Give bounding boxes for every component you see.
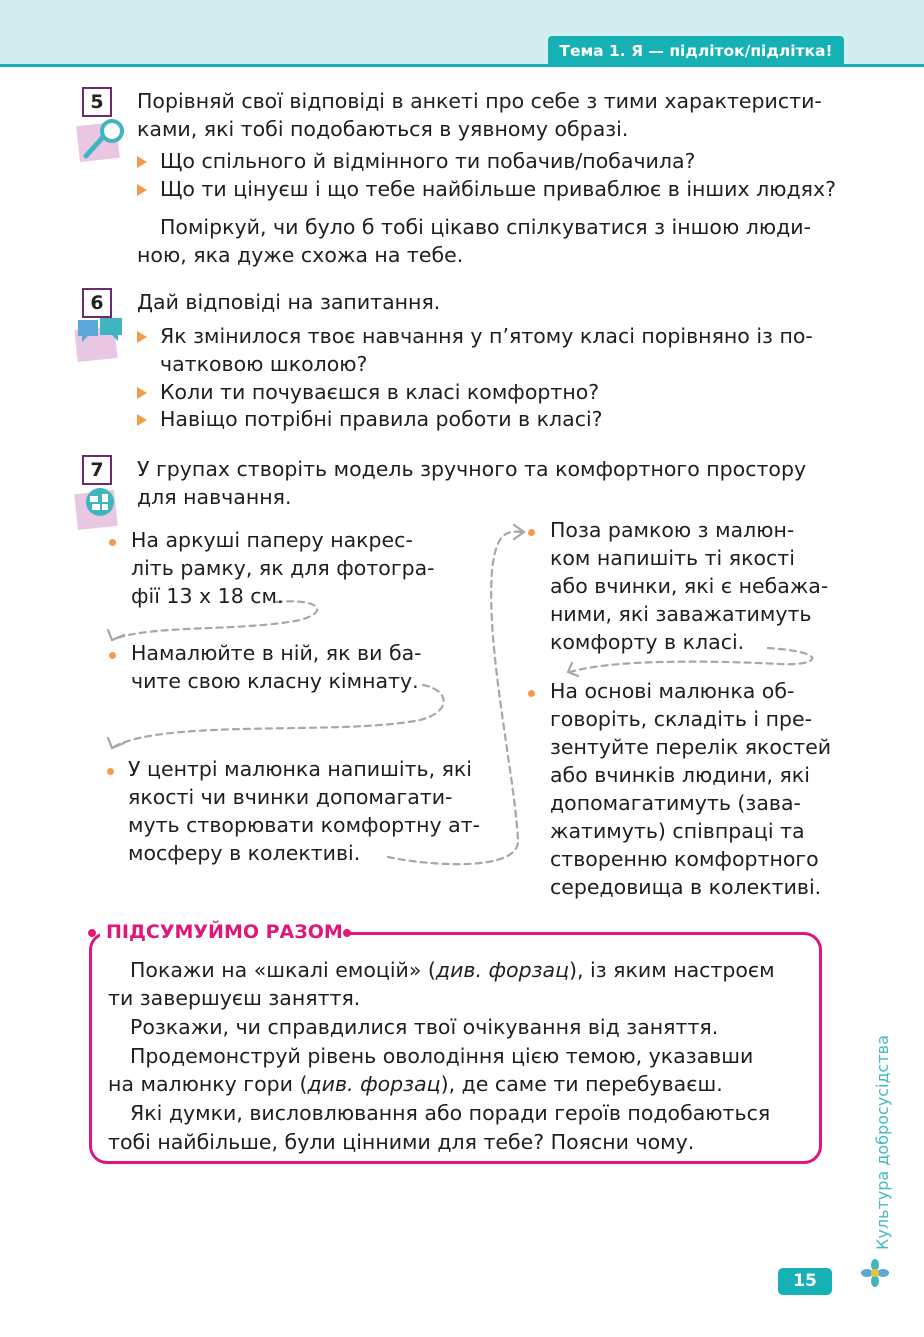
summary-line-2: ти завершуєш заняття.: [108, 986, 361, 1010]
task-5-intro-line2: ками, які тобі подобаються в уявному образі.: [137, 117, 629, 141]
step-bullet-dot: [107, 768, 114, 775]
task-5-outro-line2: ною, яка дуже схожа на тебе.: [137, 243, 464, 267]
task-7-intro-line1: У групах створіть модель зручного та комфортного простору: [137, 457, 807, 481]
task-5-question-2: Що ти цінуєш і що тебе найбільше приваблює в інших людях?: [160, 177, 837, 201]
summary-line-4: Продемонструй рівень оволодіння цією темою, указавши: [130, 1044, 754, 1068]
task-number-5: 5: [82, 87, 112, 117]
topic-tab: Тема 1. Я — підліток/підлітка!: [548, 36, 844, 67]
step-5-line1: На основі малюнка об-: [550, 679, 795, 703]
task-7-intro-line2: для навчання.: [137, 485, 292, 509]
side-section-title: Культура добросусідства: [873, 1035, 892, 1250]
task-5-outro-line1: Поміркуй, чи було б тобі цікаво спілкуватися з іншою люди-: [160, 215, 811, 239]
task-7-step-2: [131, 639, 438, 695]
task-5-intro-line1: Порівняй свої відповіді в анкеті про себе з тими характеристи-: [137, 89, 822, 113]
task-number-6: 6: [82, 288, 112, 318]
step-5-line2: говоріть, складіть і пре-: [550, 707, 813, 731]
task-6-intro: Дай відповіді на запитання.: [137, 290, 441, 314]
step-4-line2: ком напишіть ті якості: [550, 546, 795, 570]
step-5-line8: середовища в колективі.: [550, 875, 822, 899]
task-6-question-3: Навіщо потрібні правила роботи в класі?: [160, 407, 603, 431]
step-3-line2: якості чи вчинки допомагати-: [128, 785, 453, 809]
task-7-step-4: [550, 516, 833, 656]
step-2-line1: Намалюйте в ній, як ви ба-: [131, 641, 422, 665]
task-7-step-5: [550, 677, 833, 901]
task-7-step-3: [128, 755, 488, 867]
task-6-question-1-line1: Як змінилося твоє навчання у п’ятому класі порівняно із по-: [160, 324, 813, 348]
summary-line-7: тобі найбільше, були цінними для тебе? Поясни чому.: [108, 1130, 695, 1154]
summary-line-5: на малюнку гори (див. форзац), де саме ти перебуваєш.: [108, 1072, 723, 1096]
step-1-line1: На аркуші паперу накрес-: [131, 528, 413, 552]
step-4-line1: Поза рамкою з малюн-: [550, 518, 795, 542]
step-bullet-dot: [109, 539, 116, 546]
task-6-question-2: Коли ти почуваєшся в класі комфортно?: [160, 380, 600, 404]
summary-dot-left: [88, 929, 96, 937]
step-5-line5: допомагатимуть (зава-: [550, 791, 801, 815]
step-5-line3: зентуйте перелік якостей: [550, 735, 832, 759]
summary-line-3: Розкажи, чи справдилися твої очікування від заняття.: [130, 1015, 719, 1039]
summary-line-6: Які думки, висловлювання або поради героїв подобаються: [130, 1101, 771, 1125]
step-5-line6: жатимуть) співпраці та: [550, 819, 805, 843]
summary-heading: ПІДСУМУЙМО РАЗОМ: [100, 918, 349, 946]
summary-dot-right: [343, 929, 351, 937]
step-bullet-dot: [528, 529, 535, 536]
step-4-line5: комфорту в класі.: [550, 630, 745, 654]
task-7-step-1: [131, 526, 438, 610]
task-5-question-1: Що спільного й відмінного ти побачив/побачила?: [160, 149, 696, 173]
task-number-7: 7: [82, 455, 112, 485]
step-1-line2: літь рамку, як для фотогра-: [131, 556, 435, 580]
step-3-line4: мосферу в колективі.: [128, 841, 361, 865]
summary-line-1: Покажи на «шкалі емоцій» (див. форзац), із яким настроєм: [130, 958, 775, 982]
step-5-line4: або вчинків людини, які: [550, 763, 810, 787]
flower-logo-icon: [860, 1258, 890, 1288]
step-4-line4: ними, які заважатимуть: [550, 602, 812, 626]
step-4-line3: або вчинки, які є небажа-: [550, 574, 829, 598]
step-3-line1: У центрі малюнка напишіть, які: [128, 757, 473, 781]
step-5-line7: створенню комфортного: [550, 847, 819, 871]
step-bullet-dot: [528, 690, 535, 697]
step-1-line3: фії 13 х 18 см.: [131, 584, 284, 608]
step-3-line3: муть створювати комфортну ат-: [128, 813, 481, 837]
task-6-question-1-line2: чатковою школою?: [160, 352, 368, 376]
step-2-line2: чите свою класну кімнату.: [131, 669, 419, 693]
page-number: 15: [778, 1268, 832, 1295]
step-bullet-dot: [109, 652, 116, 659]
